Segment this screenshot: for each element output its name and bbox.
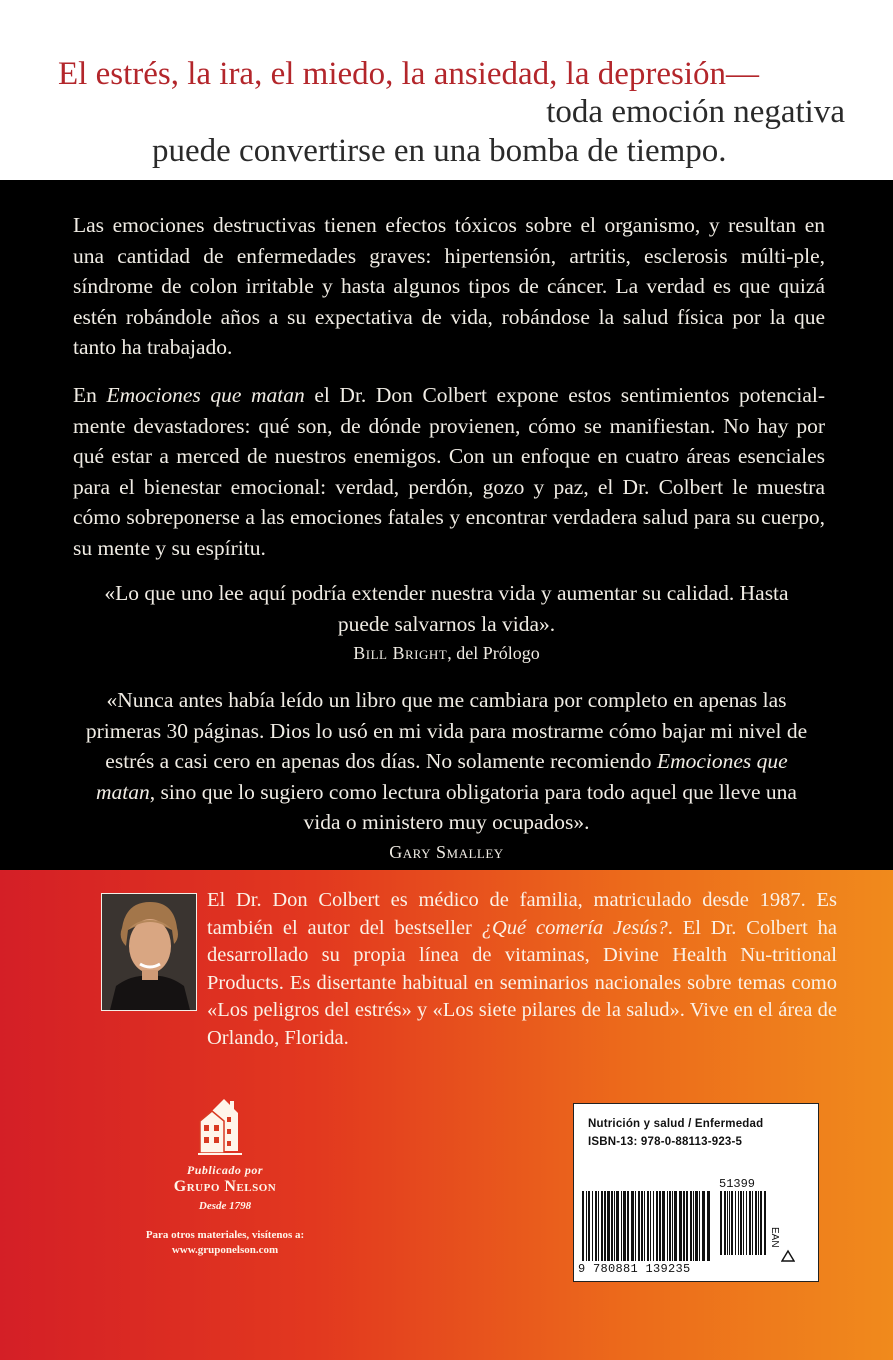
headline-line-1: El estrés, la ira, el miedo, la ansiedad, la depresión— [58,56,760,92]
description-panel [0,180,893,870]
quote-2-lead: «Nunca antes había leído un libro que me cambiara por completo en apenas las primeras 30 páginas. Dios lo usó en mi vida para mostrarme cómo bajar mi nivel de estrés a casi cero en apenas dos días. No solamente recomiendo [85,688,808,773]
published-by-label: Publicado por [186,1163,264,1177]
paragraph-1: Las emociones destructivas tienen efectos tóxicos sobre el organismo, y resultan en una cantidad de enfermedades graves: hipertensión, artritis, esclerosis múlti-ple, síndrome de colon irritable y hasta algunos tipos de cáncer. La verdad es que quizá estén robándole años a su expectativa de vida, robándose la salud física por la que tanto ha trabajado. [73,213,825,359]
quote-1-text: «Lo que uno lee aquí podría extender nuestra vida y aumentar su calidad. Hasta puede salvarnos la vida». [104,581,789,636]
category-label: Nutrición y salud / Enfermedad [588,1118,764,1130]
bio-rest: . El Dr. Colbert ha desarrollado su propia línea de vitaminas, Divine Health Nu-tritional Products. Es disertante habitual en seminarios nacionales sobre temas como «Los peligros del estrés» y «Los siete pilares de la salud». Vive en el área de Orlando, Florida. [207,916,837,1049]
paragraph-2-lead: En [73,383,107,407]
quote-1-author: Bill Bright [353,643,448,663]
triangle-icon [781,1249,795,1263]
paragraph-2-rest: el Dr. Don Colbert expone estos sentimientos potencial-mente devastadores: qué son, de dónde provienen, cómo se manifiestan. No hay por qué estar a merced de nuestros enemigos. Con un enfoque en cuatro áreas esenciales para el bienestar emocional: verdad, perdón, gozo y paz, el Dr. Colbert le muestra cómo sobreponerse a las emociones fatales y encontrar verdadera salud para su cuerpo, su mente y su espíritu. [73,383,825,560]
author-bio [207,887,837,1052]
quote-1-attribution [80,641,813,665]
headline-section [0,0,893,180]
ean-label: EAN [769,1227,780,1248]
price-code: 51399 [719,1177,756,1191]
quote-2-author: Gary Smalley [389,841,504,862]
headline-line-3: puede convertirse en una bomba de tiempo. [152,133,727,169]
quote-2-book-title: Emociones que matan [96,749,788,804]
publisher-since: Desde 1798 [198,1200,252,1212]
publisher-house-icon [196,1093,252,1157]
barcode-box [573,1103,819,1282]
book-title: Emociones que matan [106,383,305,407]
quote-2-text [80,685,813,838]
ean-digits: 9 780881 139235 [578,1262,691,1276]
endorsement-quote-1 [80,578,813,665]
author-photo [101,893,197,1011]
isbn-label: ISBN-13: 978-0-88113-923-5 [588,1136,743,1148]
barcode-image [580,1191,768,1261]
publisher-name: Grupo Nelson [173,1178,277,1195]
bio-book-title: ¿Qué comería Jesús? [481,916,668,939]
visit-text: Para otros materiales, visítenos a: [145,1229,305,1241]
endorsement-quote-2 [80,685,813,864]
publisher-visit [130,1228,320,1258]
quote-1-source: , del Prólogo [447,643,540,663]
bio-lead: El Dr. Don Colbert es médico de familia, matriculado desde 1987. Es también el autor del bestseller [207,889,837,939]
headline-line-2: toda emoción negativa [546,94,845,130]
paragraph-2 [73,380,825,563]
quote-2-rest: , sino que lo sugiero como lectura obligatoria para todo aquel que lleve una vida o ministero muy ocupados». [149,779,797,834]
publisher-website: www.gruponelson.com [171,1244,279,1256]
